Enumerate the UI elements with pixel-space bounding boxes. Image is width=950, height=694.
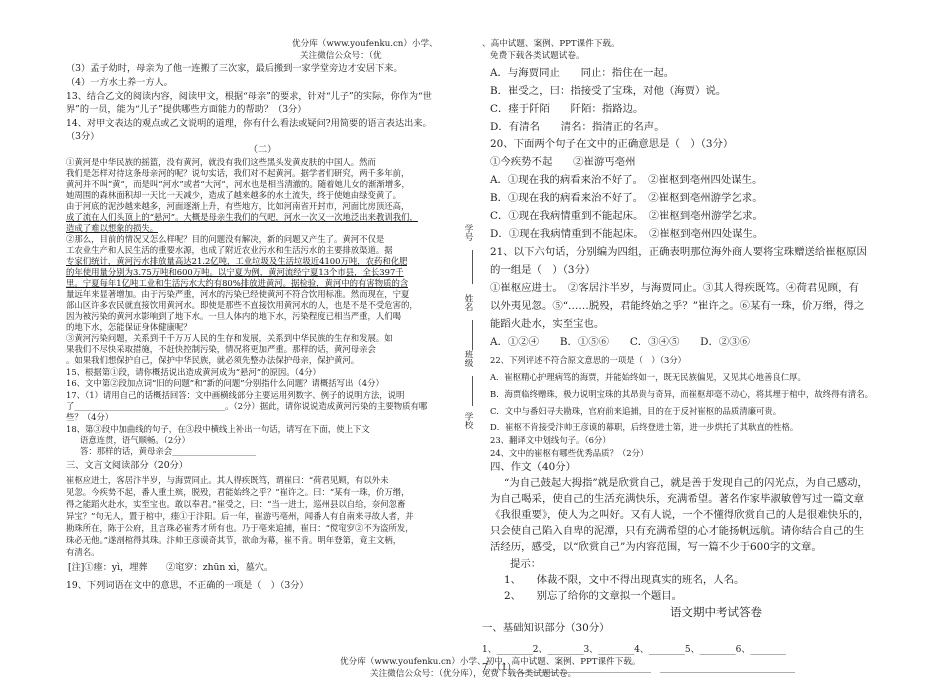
answer-row: 1、________2、________3、________4、________5、________6、________ (482, 645, 787, 655)
passage-line: 成了流在人们头顶上的“悬河”。大概是母亲生我们的气吧，河水一次又一次地泛出来教训我们， (66, 212, 418, 222)
question-line: 答：那样的话，黄母亲会____________________ (80, 446, 256, 456)
right-small-line: A．崔枢精心护理病笃的海贾，并能始终如一，既无民族偏见，又见其心地善良仁厚。 (490, 372, 806, 382)
header-left-2: 关注微信公众号：（优 (300, 51, 382, 61)
tips-title: 提示： (510, 558, 542, 570)
left-line: （3分） (66, 131, 100, 142)
header-right-2: 免费下载各类试题试卷。 (490, 51, 585, 61)
right-small-line: D．崔枢不肯接受汴帅王彦谟的幕职，后终登进士第，进一步烘托了其耿直的性格。 (490, 422, 799, 432)
passage-line: 黄河并不叫“黄”，而是叫“河水”或者“大河”，河水也是相当清澈的。随着她儿女的渐渐增多， (66, 179, 410, 189)
composition-line: “为自己鼓起大拇指”就是欣赏自己，就是善于发现自己的闪光点，为自己感动， (504, 477, 868, 489)
question-line: 15、根据第①段，请你概括说出造成黄河成为“悬河”的原因。（4分） (66, 367, 321, 377)
right-small-line: 24、文中的崔枢有哪些优秀品质？（2分） (490, 448, 649, 458)
spine-line (472, 320, 473, 350)
answer-section: 一、基础知识部分（30分） (482, 622, 610, 634)
question-line: 了____________________________________。（2分）据此，请你说说造成黄河污染的主要物质有哪 (66, 401, 428, 411)
right-line: 的一组是（ ）（3分） (490, 264, 596, 276)
right-small-line: 22、下列评述不符合原文意思的一项是（ ）（3分） (490, 355, 687, 365)
composition-line: 《我很重要》，使人为之叫好。又有人说，一个不懂得欣赏自己的人是很难快乐的， (490, 509, 870, 521)
left-line: 界”的一员，能为“儿子”提供哪些方面能力的帮助？（3分） (66, 104, 307, 115)
passage-line: ①黄河是中华民族的摇篮，没有黄河，就没有我们这些黑头发黄皮肤的中国人。然而 (66, 157, 376, 167)
annotation-note: [注]①瘗：yì，埋葬 ②窀穸：zhūn xì，墓穴。 (68, 562, 274, 573)
spine-label-id: 学号 (463, 224, 473, 242)
left-line: （4）一方水土养一方人。 (66, 77, 173, 88)
section-two-title: （二） (248, 144, 277, 155)
right-line: A．①现在我的病看来治不好了。 ②崔枢到亳州四处谋生。 (490, 174, 763, 186)
classical-line: 崔枢应进士，客居汴半岁，与海贾同止。其人得疾既笃，谓崔曰：“荷君见顾，有以外未 (66, 475, 389, 485)
right-line: 20、下面两个句子在文中的正确意思是（ ）（3分） (490, 138, 734, 150)
right-line: A．①②④ B．①⑤⑥ C．③④⑤ D．②③⑥ (490, 336, 751, 348)
passage-line: 。如果我们想保护自己，保护中华民族，就必须先整办法保护母亲，保护黄河。 (66, 355, 360, 365)
passage-line: 的地下水，怎能保证身体健康呢？ (66, 322, 192, 332)
left-line: 13、结合乙文的阅读内容，阅读甲文，根据“母亲”的要求，针对“儿子”的实际，你作为“世 (66, 91, 432, 102)
right-line: D．有清名 清名：指清正的名声。 (490, 121, 665, 133)
tip-line: 2、 别忘了给你的文章拟一个题目。 (504, 590, 683, 602)
right-line: 能蹈火赴水，实至宝也。 (490, 318, 605, 330)
right-line: ①今疾势不起 ②崔游丐亳州 (490, 156, 636, 168)
spine-line (472, 250, 473, 284)
tip-line: 1、 体裁不限，文中不得出现真实的班名，人名。 (504, 574, 745, 586)
question-line: 些？（4分） (66, 412, 114, 422)
spine-label-school: 学校 (463, 412, 473, 430)
passage-line: 我们是怎样对待这条母亲河的呢？说句实话，我们对不起黄河。据学者们研究，两千多年前， (66, 168, 410, 178)
answer-row: 7、（1）______________________________ ______________________________ (482, 663, 795, 673)
right-small-line: C．文中与番妇寻夫勘珠，官府前来追捕，目的在于反衬崔枢的品质清廉可贵。 (490, 406, 782, 416)
passage-line: ③黄河污染问题，关系到千千万万人民的生存和发展，关系到中华民族的生存和发展。如 (66, 333, 393, 343)
right-line: A．与海贾同止 同止：指住在一起。 (490, 67, 675, 79)
right-line: D．①现在我病情重到不能起床。 ②崔枢到亳州四处谋生。 (490, 228, 764, 240)
right-line: B．崔受之，曰：指接受了宝珠，对他（海贾）说。 (490, 85, 727, 97)
question-line: 18、第③段中加曲线的句子，在③段中横线上补出一句话，请写在下面，使上下文 (66, 424, 370, 434)
spine-label-name: 姓名 (463, 294, 473, 312)
classical-line: 得之能蹈火赴水，实至宝也。敢以奉君。”崔受之，曰：“当一进士，巡州县以自给，奈何忽畜 (66, 499, 406, 509)
classical-line: 珠必无他。”遂剖棺得其珠。汴帅王彦谟奇其节，欲命为幕，崔不肯。明年登第，竟主文柄， (66, 535, 402, 545)
classical-line: 有清名。 (66, 547, 100, 557)
question-19: 19、下列词语在文中的意思，不正确的一项是（ ）（3分） (66, 580, 309, 591)
passage-line: 里。宁夏每年1亿吨工业和生活污水大约有80%排放进黄河。据检验，黄河中的有害物质的含 (66, 278, 409, 288)
composition-line: 活经历，感受，以“欣赏自己”为内容范围，写一篇不少于600字的文章。 (490, 541, 822, 553)
passage-line: ②那么，目前的情况又怎么样呢？目的问题没有解决，新的问题又产生了。黄河不仅是 (66, 234, 385, 244)
passage-line: 她周围的森林面积却一天比一天减少，造成了越来越多的水土流失，终于使她由绿变黄了。 (66, 190, 401, 200)
right-line: B．①现在我的病看来治不好了。 ②崔枢到亳州游学乞求。 (490, 192, 763, 204)
passage-line: 的年使用量分别为3.75万吨和600万吨。以宁夏为例，黄河流经宁夏13个市县，全长397千 (66, 267, 404, 277)
spine-line (472, 376, 473, 406)
passage-line: 造成了难以想象的损失。 (66, 223, 159, 233)
footer-line: 关注微信公众号：（优分库），免费下载各类试题试卷。 (370, 669, 577, 679)
left-line: 14、对甲文表达的观点或乙文说明的道理，你有什么看法或疑问?用简要的语言表达出来。 (66, 118, 432, 129)
passage-line: 因为被污染的黄河水影响到了地下水。一旦人体内的地下水，污染程度已相当严重，人们喝 (66, 311, 401, 321)
passage-line: 专家们统计，黄河污水排放量高达21.2亿吨，工业垃圾及生活垃圾近4100万吨，农药和化肥 (66, 256, 408, 266)
section-three-title: 三、文言文阅读部分（20分） (66, 460, 188, 471)
right-line: C．①现在我病情重到不能起床。 ②崔枢到亳州游学乞求。 (490, 210, 763, 222)
right-small-line: 23、翻译文中划线句子。（6分） (490, 435, 611, 445)
right-small-line: B．海贾临终赠珠，极力说明宝珠的其昂贵与奇异，而崔枢却毫不动心，将其埋于棺中，故终得有清名。 (490, 389, 874, 399)
answer-sheet-title: 语文期中考试答卷 (670, 606, 762, 618)
passage-line: 量远年来显著增加。由于污染严重，河水的污染已经使黄河不符合饮用标准。然而现在，宁夏 (66, 289, 410, 299)
composition-title: 四、作文（40分） (490, 461, 576, 473)
left-line: （3）孟子幼时，母亲为了他一连搬了三次家，最后搬到一家学堂旁边才安居下来。 (66, 63, 403, 74)
right-line: ①崔枢应进士。 ②客居汴半岁，与海贾同止。③其人得疾既笃。④荷君见顾，有 (490, 282, 859, 294)
right-line: 以外夷见忽。⑤“……脱殁，君能终始之乎？”崔许之。⑥某有一珠，价万缗，得之 (490, 300, 865, 312)
classical-line: 见忽。今疾势不起，番人重土殡，脱殁，君能始终之乎？”崔许之。曰：“某有一珠，价万缗， (66, 487, 410, 497)
composition-line: 只会使自己陷入自卑的泥潭，只有充满希望的心才能扬帆远航。请你结合自己的生 (490, 525, 865, 537)
passage-line: 部山区许多农民就直接饮用黄河水。即使是那些不直接饮用黄河水的人，也是不是不受危害的， (66, 300, 418, 310)
composition-line: 为自己喝采，使自己的生活充满快乐，充满希望。著名作家毕淑敏曾写过一篇文章 (490, 493, 865, 505)
classical-line: 异宝？”句无人，置于棺中，瘗①于汴阳。后一年，崔游丐亳州，闻番人有自南来寻故人者，并 (66, 511, 414, 521)
classical-line: 勘珠所在，陈于公府，且言珠必崔秀才所有也。乃于亳来追捕，崔曰：“傥窀穸②不为盗所发， (66, 523, 414, 533)
question-line: 17、（1）请用自己的话概括回答：文中画横线部分主要运用列数字、例子的说明方法，说明 (66, 390, 405, 400)
question-line: 16、文中第②段加点词“旧的问题”和“新的问题”分别指什么问题？请概括写出（4分） (66, 378, 384, 388)
spine-label-class: 班级 (463, 350, 473, 368)
right-line: 21、以下六句话，分别编为四组，正确表明那位海外商人要将宝珠赠送给崔枢原因 (490, 246, 867, 258)
footer-line: 优分库（www.youfenku.cn）小学、初中、高中试题、案例、PPT课件下载。 (340, 657, 641, 667)
header-right: 、高中试题、案例、PPT课件下载。 (482, 39, 620, 49)
passage-line: 工农业生产和人民生活的重要水源，也成了附近农业污水和生活污水的主要排放渠道。据 (66, 245, 393, 255)
binding-spine (458, 150, 484, 450)
passage-line: 果我们不尽快采取措施，不赶快控制污染，情况将更加严重。那样的话，黄河母亲会 (66, 344, 376, 354)
header-left: 优分库（www.youfenku.cn）小学、 (292, 39, 438, 49)
passage-line: 由于河底的泥沙越来越多，河面逐渐上升，有些地方，比如河南省开封市，河面比房顶还高， (66, 201, 410, 211)
question-line: 语意连贯，语气顺畅。（2分） (80, 435, 191, 445)
right-line: C．瘗于阡陌 阡陌：指路边。 (490, 103, 644, 115)
